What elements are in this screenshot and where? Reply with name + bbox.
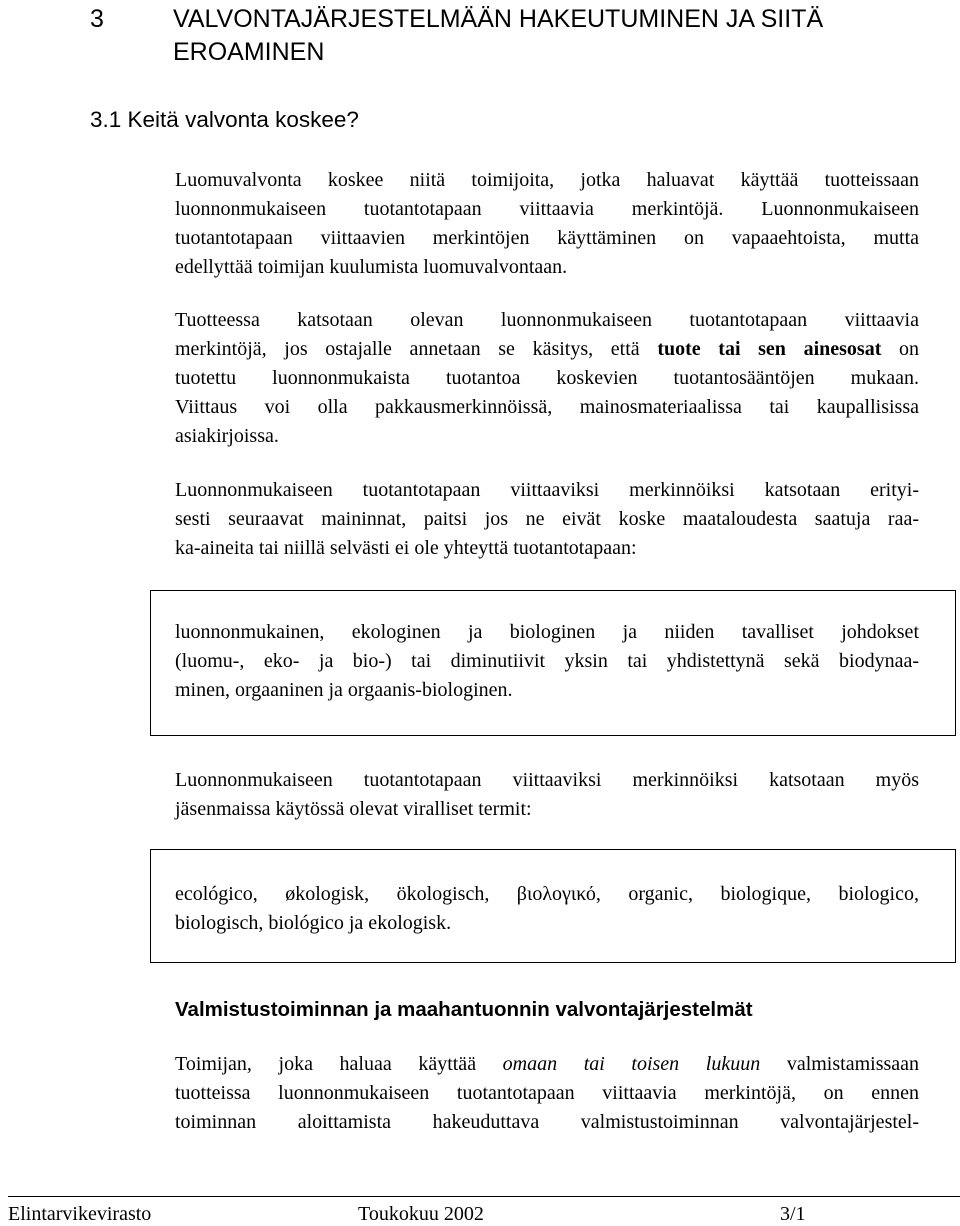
paragraph-line: edellyttää toimijan kuulumista luomuvalvontaan.: [175, 256, 568, 278]
paragraph-2: [175, 306, 919, 451]
paragraph-line: Luonnonmukaiseen tuotantotapaan viittaaviksi merkinnöiksi katsotaan myös: [175, 769, 919, 791]
paragraph-1: [175, 166, 919, 282]
paragraph-line: tuotettu luonnonmukaista tuotantoa koskevien tuotantosääntöjen mukaan.: [175, 367, 919, 389]
paragraph-line: ka-aineita tai niillä selvästi ei ole yhteyttä tuotantotapaan:: [175, 537, 637, 559]
chapter-heading: [90, 3, 890, 69]
paragraph-5: [175, 1050, 919, 1137]
footer-left: Elintarvikevirasto: [8, 1203, 152, 1225]
subheading: Valmistustoiminnan ja maahantuonnin valvontajärjestelmät: [175, 998, 753, 1021]
paragraph-line: sesti seuraavat maininnat, paitsi jos ne eivät koske maataloudesta saatuja raa-: [175, 508, 919, 530]
paragraph-line-with-emphasis: [175, 335, 919, 364]
footer-divider: [8, 1196, 960, 1197]
paragraph-line: jäsenmaissa käytössä olevat viralliset termit:: [175, 798, 532, 820]
emphasis-bold: tuote tai sen ainesosat: [657, 338, 882, 360]
chapter-number: 3: [90, 5, 104, 33]
box-line: (luomu-, eko- ja bio-) tai diminutiivit yksin tai yhdistettynä sekä biodynaa-: [175, 650, 919, 672]
paragraph-text: Toimijan, joka haluaa käyttää: [175, 1053, 477, 1075]
paragraph-line: Tuotteessa katsotaan olevan luonnonmukaiseen tuotantotapaan viittaavia: [175, 309, 919, 331]
footer-center: Toukokuu 2002: [358, 1203, 484, 1225]
paragraph-line: asiakirjoissa.: [175, 425, 279, 447]
chapter-title: VALVONTAJÄRJESTELMÄÄN HAKEUTUMINEN JA SIITÄ EROAMINEN: [173, 5, 824, 66]
paragraph-line: tuotantotapaan viittaavien merkintöjen käyttäminen on vapaaehtoista, mutta: [175, 227, 919, 249]
box-line: biologisch, biológico ja ekologisk.: [175, 912, 452, 934]
paragraph-line: Luomuvalvonta koskee niitä toimijoita, jotka haluavat käyttää tuotteissaan: [175, 169, 919, 191]
paragraph-text: on: [899, 338, 920, 360]
paragraph-line: Luonnonmukaiseen tuotantotapaan viittaaviksi merkinnöiksi katsotaan erityi-: [175, 479, 919, 501]
paragraph-line: tuotteissa luonnonmukaiseen tuotantotapaan viittaavia merkintöjä, on ennen: [175, 1082, 919, 1104]
paragraph-3: [175, 476, 919, 563]
terms-box-national-text: [175, 618, 919, 705]
emphasis-italic: omaan tai toisen lukuun: [502, 1053, 761, 1075]
footer-page-number: 3/1: [780, 1203, 806, 1225]
paragraph-line: luonnonmukaiseen tuotantotapaan viittaavia merkintöjä. Luonnonmukaiseen: [175, 198, 919, 220]
paragraph-text: valmistamissaan: [786, 1053, 920, 1075]
box-line: ecológico, økologisk, ökologisch, βιολογικό, organic, biologique, biologico,: [175, 883, 919, 905]
paragraph-line: Viittaus voi olla pakkausmerkinnöissä, mainosmateriaalissa tai kaupallisissa: [175, 396, 919, 418]
paragraph-4: [175, 766, 919, 824]
paragraph-line-with-emphasis: [175, 1050, 919, 1079]
section-heading: 3.1 Keitä valvonta koskee?: [90, 107, 359, 132]
box-line: minen, orgaaninen ja orgaanis-biologinen.: [175, 679, 513, 701]
box-line: luonnonmukainen, ekologinen ja biologinen ja niiden tavalliset johdokset: [175, 621, 919, 643]
paragraph-line: toiminnan aloittamista hakeuduttava valmistustoiminnan valvontajärjestel-: [175, 1111, 919, 1133]
paragraph-text: merkintöjä, jos ostajalle annetaan se käsitys, että: [175, 338, 640, 360]
terms-box-member-states-text: [175, 880, 919, 938]
